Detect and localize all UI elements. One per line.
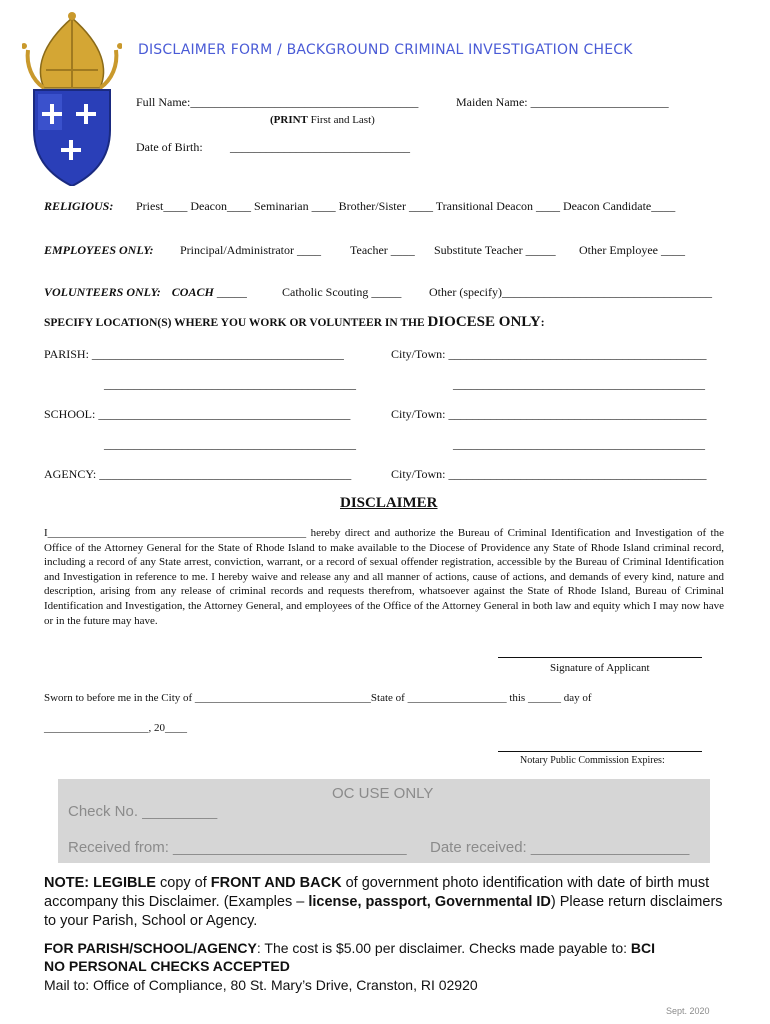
catholic-scouting-option[interactable]: Catholic Scouting _____: [282, 285, 402, 299]
received-from-field[interactable]: Received from: ____________________________: [68, 839, 407, 856]
locations-heading-colon: :: [540, 317, 545, 329]
office-use-title: OC USE ONLY: [332, 785, 434, 802]
agency-field[interactable]: AGENCY: __________________________________________: [44, 467, 352, 481]
religious-label: RELIGIOUS:: [44, 199, 114, 213]
note-text-3: ) Please return disclaimers to your Parish, School or Agency.: [44, 894, 723, 929]
payment-label: FOR PARISH/SCHOOL/AGENCY: [44, 940, 257, 956]
school-field-2[interactable]: __________________________________________: [104, 437, 356, 451]
volunteers-row: [44, 285, 247, 300]
note-front-back: FRONT AND BACK: [210, 875, 342, 891]
check-number-field[interactable]: Check No. _________: [68, 803, 218, 820]
dob-field[interactable]: ______________________________: [230, 140, 410, 154]
full-name-field[interactable]: Full Name:______________________________________: [136, 95, 419, 109]
note-text-2: of government photo identification with date of birth must accompany this Disclaimer. (Examples –: [44, 875, 710, 910]
teacher-option[interactable]: Teacher ____: [350, 243, 415, 257]
school-city-field-2[interactable]: __________________________________________: [453, 437, 705, 451]
sworn-date-field[interactable]: ___________________, 20____: [44, 722, 187, 734]
form-revision-date: Sept. 2020: [666, 1006, 710, 1016]
principal-option[interactable]: Principal/Administrator ____: [180, 243, 321, 257]
date-received-field[interactable]: Date received: ___________________: [430, 839, 690, 856]
locations-heading-end: DIOCESE ONLY: [427, 314, 541, 330]
dob-label: Date of Birth:: [136, 140, 203, 154]
maiden-name-field[interactable]: Maiden Name: _______________________: [456, 95, 669, 109]
locations-heading: [44, 314, 545, 331]
other-volunteer-option[interactable]: Other (specify)___________________________________: [429, 285, 712, 299]
no-personal-checks: NO PERSONAL CHECKS ACCEPTED: [44, 958, 290, 974]
parish-city-field-2[interactable]: __________________________________________: [453, 377, 705, 391]
parish-field[interactable]: PARISH: __________________________________________: [44, 347, 344, 361]
diocese-crest-logo: [22, 10, 122, 186]
note-prefix: NOTE:: [44, 875, 94, 891]
agency-city-field[interactable]: City/Town: ___________________________________________: [391, 467, 707, 481]
coach-label: COACH: [171, 285, 214, 299]
signature-line[interactable]: [498, 657, 702, 658]
print-rest: First and Last): [307, 114, 375, 126]
mail-to-address: Mail to: Office of Compliance, 80 St. Mary’s Drive, Cranston, RI 02920: [44, 977, 478, 993]
parish-field-2[interactable]: __________________________________________: [104, 377, 356, 391]
school-field[interactable]: SCHOOL: __________________________________________: [44, 407, 351, 421]
print-bold: (PRINT: [270, 114, 308, 126]
note-text-1: copy of: [155, 875, 211, 891]
note-examples: license, passport, Governmental ID: [308, 894, 551, 910]
sworn-statement[interactable]: Sworn to before me in the City of ________________________________State of __________________ this ______ day of: [44, 692, 592, 704]
print-instruction: [270, 114, 375, 126]
notary-label: Notary Public Commission Expires:: [520, 755, 665, 766]
payment-payee: BCI: [630, 940, 656, 956]
disclaimer-text: I_______________________________________________ hereby direct and authorize the Bureau of Criminal Identification and Investigation of the Office of the Attorney General for the State of Rhode Island to make available to the Diocese of Providence any State of Rhode Island criminal record, including a record of any State arrest, conviction, warrant, or a record of sexual offender registration, accessible by the Bureau of Criminal Identification and Investigation in reference to me. I hereby waive and release any and all manner of actions, cause of actions, and demands of every kind, nature and description, arising from any release of criminal records and requests therefrom, whatsoever against the State of Rhode Island, Bureau of Criminal Identification and Investigation, the Attorney General, and employees of the Office of the Attorney General in both law and equity which I may now have or in the future may have.: [44, 527, 724, 627]
other-employee-option[interactable]: Other Employee ____: [579, 243, 685, 257]
coach-option[interactable]: _____: [213, 285, 247, 299]
signature-label: Signature of Applicant: [550, 662, 650, 674]
employees-label: EMPLOYEES ONLY:: [44, 243, 154, 257]
disclaimer-heading: DISCLAIMER: [340, 495, 438, 511]
volunteers-label: VOLUNTEERS ONLY:: [44, 285, 161, 299]
parish-city-field[interactable]: City/Town: ___________________________________________: [391, 347, 707, 361]
note-legible: LEGIBLE: [93, 875, 156, 891]
form-title: DISCLAIMER FORM / BACKGROUND CRIMINAL INVESTIGATION CHECK: [138, 42, 633, 58]
substitute-teacher-option[interactable]: Substitute Teacher _____: [434, 243, 556, 257]
religious-options[interactable]: Priest____ Deacon____ Seminarian ____ Brother/Sister ____ Transitional Deacon ____ Deacon Candidate____: [136, 199, 676, 213]
office-use-box: [58, 779, 710, 863]
locations-heading-start: SPECIFY LOCATION(S) WHERE YOU WORK OR VOLUNTEER IN THE: [44, 317, 425, 329]
note-text: [44, 874, 724, 931]
payment-details: : The cost is $5.00 per disclaimer. Checks made payable to:: [256, 940, 631, 956]
payment-text: [44, 939, 724, 975]
school-city-field[interactable]: City/Town: ___________________________________________: [391, 407, 707, 421]
notary-line[interactable]: [498, 751, 702, 752]
